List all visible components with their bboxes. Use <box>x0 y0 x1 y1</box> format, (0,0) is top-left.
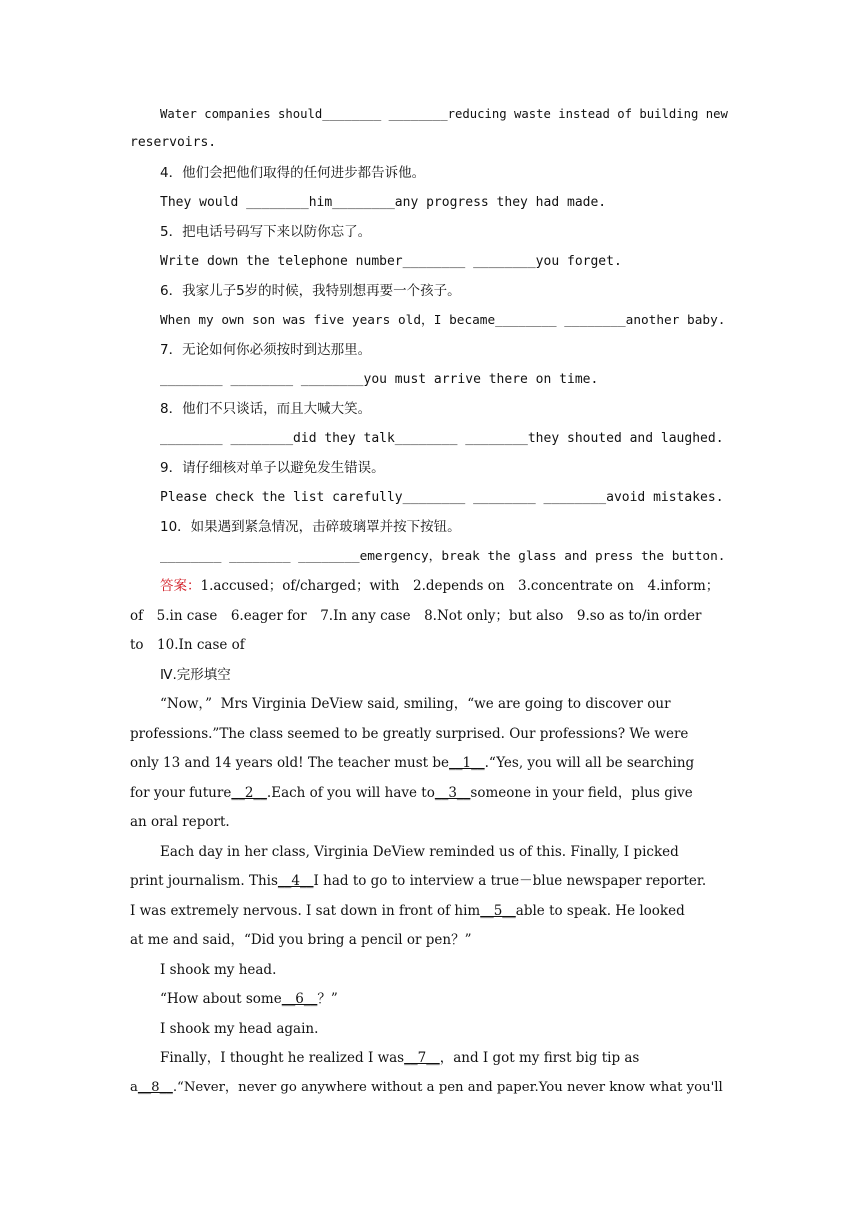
blank-7: __7__ <box>404 1050 440 1066</box>
chinese-prompt: 6．我家儿子5岁的时候，我特别想再要一个孩子。 <box>160 283 461 299</box>
blank-2: __2__ <box>231 785 267 801</box>
passage-text: only 13 and 14 years old! The teacher must be <box>130 755 450 771</box>
passage-text: .“Yes, you will all be searching <box>484 755 695 771</box>
chinese-prompt: 4．他们会把他们取得的任何进步都告诉他。 <box>160 165 426 181</box>
answer-line <box>160 576 730 596</box>
passage-line <box>130 871 730 891</box>
blank-4: __4__ <box>277 873 314 889</box>
exercise-line: ________ ________ ________you must arrive there on time. <box>160 372 599 387</box>
blank-1: __1__ <box>449 755 485 771</box>
blank-3: __3__ <box>434 785 471 801</box>
passage-text: for your future <box>130 785 232 801</box>
passage-line <box>130 901 730 921</box>
passage-text: .Each of you will have to <box>266 785 435 801</box>
section-title: Ⅳ.完形填空 <box>160 667 231 683</box>
answer-label: 答案： <box>160 578 201 594</box>
passage-line <box>130 783 730 803</box>
passage-line <box>160 989 730 1009</box>
exercise-line: ________ ________did they talk________ ________they shouted and laughed. <box>160 431 724 446</box>
chinese-prompt: 10．如果遇到紧急情况，击碎玻璃罩并按下按钮。 <box>160 519 461 535</box>
passage-text: print journalism. This <box>130 873 278 889</box>
passage-text: ，and I got my first big tip as <box>439 1050 640 1066</box>
exercise-line: They would ________him________any progress they had made. <box>160 195 607 210</box>
passage-line: Each day in her class, Virginia DeView reminded us of this. Finally, I picked <box>160 844 679 860</box>
passage-line: at me and said，“Did you bring a pencil or pen？” <box>130 932 472 948</box>
passage-line <box>130 753 730 773</box>
passage-text: someone in your field，plus give <box>470 785 693 801</box>
exercise-line: Please check the list carefully________ ________ ________avoid mistakes. <box>160 490 724 505</box>
answer-text: 1.accused；of/charged；with 2.depends on 3.concentrate on 4.inform； <box>200 578 720 594</box>
passage-text: I was extremely nervous. I sat down in front of him <box>130 903 481 919</box>
chinese-prompt: 7．无论如何你必须按时到达那里。 <box>160 342 372 358</box>
blank-8: __8__ <box>137 1080 173 1095</box>
passage-text: Finally，I thought he realized I was <box>160 1050 405 1066</box>
passage-text: able to speak. He looked <box>515 903 685 919</box>
exercise-line: Write down the telephone number________ ________you forget. <box>160 254 622 269</box>
passage-text: a <box>130 1080 138 1095</box>
blank-6: __6__ <box>281 991 318 1007</box>
passage-line <box>160 1048 730 1068</box>
exercise-line: When my own son was five years old，I became________ ________another baby. <box>160 313 726 328</box>
passage-line: I shook my head again. <box>160 1021 319 1037</box>
blank-5: __5__ <box>480 903 516 919</box>
passage-text: I had to go to interview a true－blue newspaper reporter. <box>313 873 707 889</box>
passage-text: ？” <box>317 991 338 1007</box>
passage-text: .“Never，never go anywhere without a pen and paper.You never know what you'll <box>172 1080 723 1095</box>
chinese-prompt: 8．他们不只谈话，而且大喊大笑。 <box>160 401 372 417</box>
answer-line: of 5.in case 6.eager for 7.In any case 8.Not only；but also 9.so as to/in order <box>130 608 702 624</box>
exercise-line: ________ ________ ________emergency，break the glass and press the button. <box>160 549 726 564</box>
chinese-prompt: 5．把电话号码写下来以防你忘了。 <box>160 224 372 240</box>
exercise-line: reservoirs. <box>130 135 217 150</box>
passage-line: “Now，” Mrs Virginia DeView said, smiling，“we are going to discover our <box>160 696 671 712</box>
passage-line <box>130 1078 730 1098</box>
passage-line: an oral report. <box>130 814 230 830</box>
passage-line: I shook my head. <box>160 962 277 978</box>
chinese-prompt: 9．请仔细核对单子以避免发生错误。 <box>160 460 385 476</box>
exercise-line: Water companies should________ ________reducing waste instead of building new <box>160 107 728 121</box>
passage-line: professions.”The class seemed to be greatly surprised. Our professions? We were <box>130 726 689 742</box>
answer-line: to 10.In case of <box>130 637 245 653</box>
passage-text: “How about some <box>160 991 282 1007</box>
